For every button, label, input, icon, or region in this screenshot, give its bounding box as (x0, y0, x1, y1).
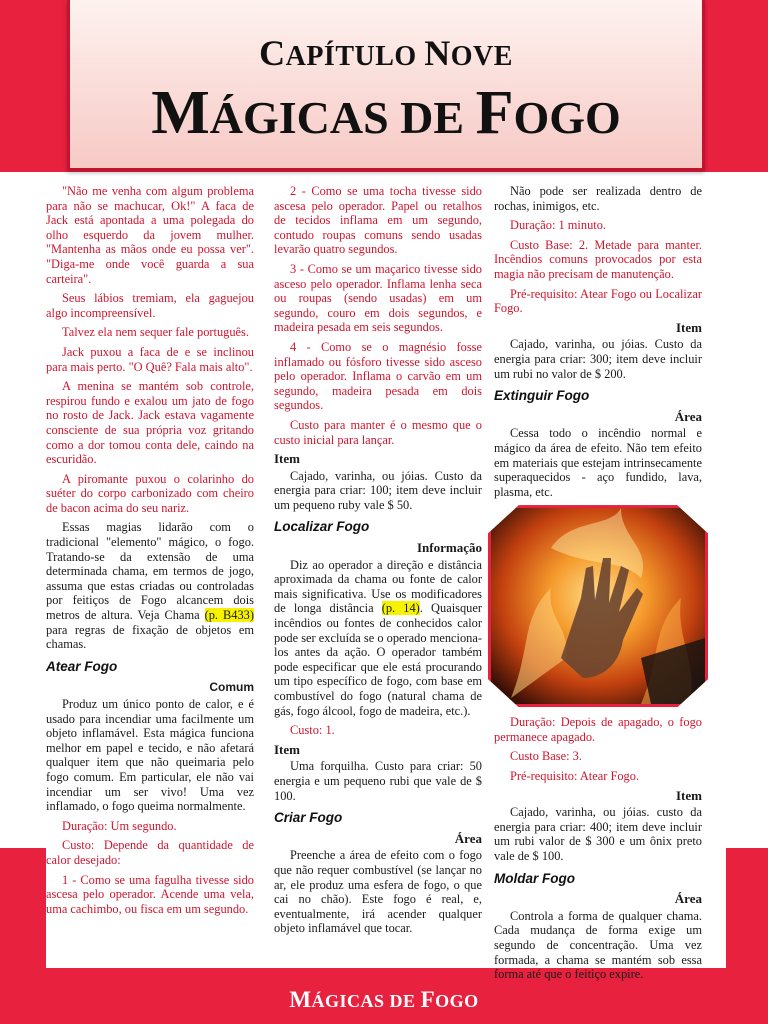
spell-cost: Custo Base: 2. Metade para manter. Incêndios comuns provocados por esta magia não precisam de manutenção. (494, 237, 702, 281)
cost-level-1: 1 - Como se uma fagulha tivesse sido ascesa pelo operador. Acende uma vela, uma cachimbo, ou fisca em um segundo. (46, 872, 254, 916)
cost-level-2: 2 - Como se uma tocha tivesse sido ascesa pelo operador. Papel ou retalhos de tecidos inflama em um segundo, contudo roupas comuns sendo usadas levarão quatro segundos. (274, 184, 482, 257)
spell-duration: Duração: Depois de apagado, o fogo permanece apagado. (494, 715, 702, 744)
story-paragraph: Jack puxou a faca de e se inclinou para mais perto. "O Quê? Fala mais alto". (46, 344, 254, 374)
item-description: Cajado, varinha, ou jóias. Custo da energia para criar: 100; item deve incluir um pequeno ruby vale $ 50. (274, 468, 482, 512)
spell-class-label: Área (674, 891, 702, 907)
title-box (67, 0, 705, 171)
spell-cost: Custo: 1. (290, 723, 335, 738)
page-reference-link[interactable]: (p. 14) (381, 601, 420, 616)
item-heading: Item (676, 787, 702, 803)
fire-hand-illustration (488, 505, 708, 707)
story-paragraph: Seus lábios tremiam, ela gaguejou algo incompreensível. (46, 291, 254, 320)
spell-class-label: Área (454, 830, 482, 846)
footer-title: MÁGICAS DE FOGO (289, 987, 479, 1012)
spell-description: Controla a forma de qualquer chama. Cada mudança de forma exige um segundo de concentração. Uma vez formada, a chama se mantém sob essa forma até que o feitiço expire. (494, 908, 702, 982)
spell-class-label: Área (674, 408, 702, 424)
cost-level-4: 4 - Como se o magnésio fosse inflamado ou fósforo tivesse sido asceso pelo operador. Inflama o carvão em um segundo, madeira pesada em dois segundos. (274, 339, 482, 413)
fire-image (491, 508, 705, 704)
page-content (46, 176, 726, 982)
section-heading-localizar-fogo: Localizar Fogo (274, 519, 370, 535)
section-heading-atear-fogo: Atear Fogo (46, 658, 118, 674)
spell-class-label: Comum (209, 680, 254, 695)
page-reference-link[interactable]: (p. B433) (204, 608, 254, 623)
item-heading: Item (274, 451, 300, 467)
spell-description: Preenche a área de efeito com o fogo que não requer combustível (se lançar no ar, ele produz uma esfera de fogo, o que cai no chão). Este fogo é real, e, eventualmente, irá acender qualquer objeto inflamável que tocar. (274, 848, 482, 936)
column-3 (494, 184, 702, 987)
spell-description-continued: Não pode ser realizada dentro de rochas, inimigos, etc. (494, 184, 702, 213)
chapter-label: CAPÍTULO NOVE (259, 33, 513, 73)
spell-description: Produz um único ponto de calor, e é usado para incendiar uma facilmente um objeto inflamável. Esta mágica funciona melhor em papel e tecido, e não afetará qualquer item que não queimaria pelo fogo comum. Em particular, ele não vai incendiar um ser vivo! Uma vez inflamado, o fogo queima normalmente. (46, 697, 254, 814)
spell-description: Diz ao operador a direção e distância aproximada da chama ou fonte de calor mais significativa. Use os modificadores de longa distância (p. 14). Quaisquer incêndios ou fontes de conhecidos calor pode ser excluída se o operado menciona-los antes da ação. O operador também pode especificar que ele está procurando um tipo específico de fogo, com base em combustível do fogo (natural chama de gás, fogo álcool, fogo de madeira, etc.). (274, 557, 482, 718)
story-paragraph: "Não me venha com algum problema para não se machucar, Ok!" A faca de Jack está apontada a uma polegada do olho esquerdo da jovem mulher. "Mantenha as mãos onde eu possa ver". "Diga-me onde você guarda a sua carteira". (46, 184, 254, 286)
spell-prerequisite: Pré-requisito: Atear Fogo. (510, 769, 640, 784)
spell-class-label: Informação (417, 540, 482, 556)
spell-prerequisite: Pré-requisito: Atear Fogo ou Localizar Fogo. (494, 286, 702, 316)
section-heading-extinguir-fogo: Extinguir Fogo (494, 388, 590, 404)
maintenance-cost: Custo para manter é o mesmo que o custo inicial para lançar. (274, 417, 482, 447)
column-1 (46, 184, 254, 921)
item-heading: Item (676, 319, 702, 335)
spell-description: Cessa todo o incêndio normal e mágico da área de efeito. Não tem efeito em materiais que estejam intrinsecamente superaquecidos - aço fundido, lava, plasma, etc. (494, 426, 702, 499)
item-heading: Item (274, 741, 300, 757)
spell-duration: Duração: 1 minuto. (510, 218, 607, 233)
spell-cost: Custo Base: 3. (510, 749, 582, 764)
page-title: MÁGICAS DE FOGO (151, 79, 621, 147)
column-2 (274, 184, 482, 941)
item-description: Uma forquilha. Custo para criar: 50 energia e um pequeno rubi que vale de $ 100. (274, 759, 482, 803)
cost-level-3: 3 - Como se um maçarico tivesse sido asceso pelo operador. Inflama lenha seca ou roupas (sendo usadas) em um segundo, couro em dois segundos, e madeira pesada em seis segundos. (274, 261, 482, 335)
section-heading-criar-fogo: Criar Fogo (274, 810, 343, 826)
intro-paragraph: Essas magias lidarão com o tradicional "elemento" mágico, o fogo. Tratando-se da extensão de uma determinada chama, em termos de jogo, assuma que estas criadas ou controladas por feitiços de Fogo alcancem dois metros de altura. Veja Chama (p. B433) para regras de fixação de objetos em chamas. (46, 520, 254, 652)
story-paragraph: A piromante puxou o colarinho do suéter do corpo carbonizado com cheiro de bacon acima do seu nariz. (46, 471, 254, 515)
spell-cost: Custo: Depende da quantidade de calor desejado: (46, 838, 254, 867)
story-paragraph: A menina se mantém sob controle, respirou fundo e exalou um jato de fogo no rosto de Jack. Jack estava vagamente consciente de sua própria voz gritando como a dor tomou conta dele, caindo na escuridão. (46, 379, 254, 467)
story-paragraph: Talvez ela nem sequer fale português. (62, 325, 249, 340)
item-description: Cajado, varinha, ou jóias. Custo da energia para criar: 300; item deve incluir um rubi no valor de $ 200. (494, 337, 702, 381)
spell-duration: Duração: Um segundo. (62, 818, 177, 833)
section-heading-moldar-fogo: Moldar Fogo (494, 870, 575, 886)
item-description: Cajado, varinha, ou jóias. custo da energia para criar: 400; item deve incluir um rubi valor de $ 300 e um ônix preto vale de $ 100. (494, 805, 702, 864)
